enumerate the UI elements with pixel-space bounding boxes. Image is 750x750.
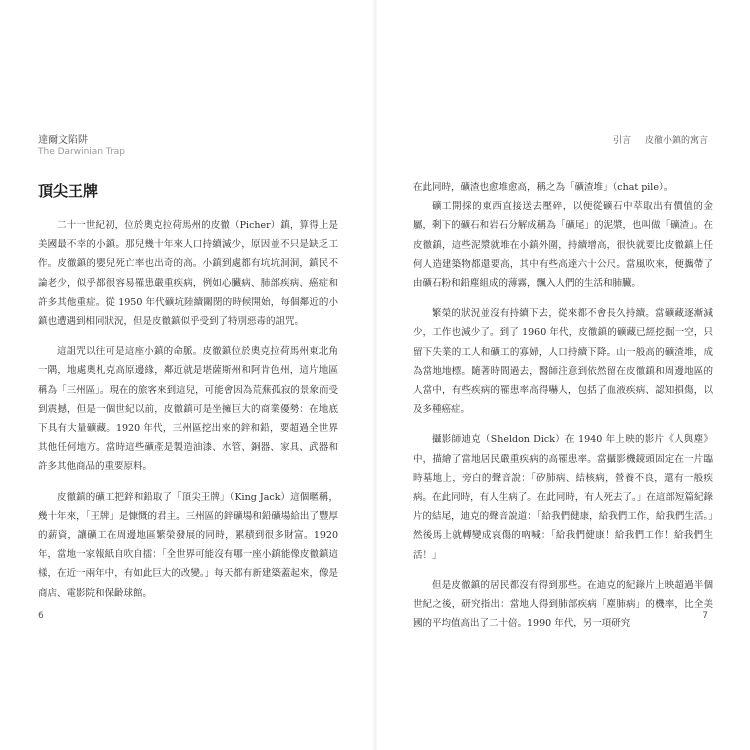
paragraph: 礦工開採的東西直接送去壓碎，以便從礦石中萃取出有價值的金屬，剩下的礦石和岩石分解成稱為「礦尾」的泥漿，也叫做「礦渣」。在皮徹鎮，這些泥漿就堆在小鎮外圍，持續增高，很快就要比皮徹鎮上任何人造建築物都還要高，其中有些高達六十公尺。當風吹來，便攜帶了由礦石粉和鉛塵組成的薄霧，飄入人們的生活和肺臟。	[413, 201, 713, 290]
running-header-chapter: 皮徹小鎮的寓言	[644, 136, 708, 146]
book-subtitle: The Darwinian Trap	[38, 147, 125, 157]
page-number: 7	[702, 611, 708, 621]
page-number: 6	[38, 611, 44, 621]
paragraph: 攝影師迪克（Sheldon Dick）在 1940 年上映的影片《人與塵》中，描繪了當地居民嚴重疾病的高罹患率。當攝影機鏡頭固定在一片臨時墓地上，旁白的聲音說：「矽肺病、結核病，營養不良，還有一般疾病。在此同時，有人生病了。在此同時，有人死去了。」在這部短篇紀錄片的結尾，迪克的聲音說道：「給我們健康，給我們工作，給我們生活。」然後馬上就轉變成哀傷的吶喊：「給我們健康！給我們工作！給我們生活！」	[413, 434, 713, 561]
running-header	[613, 135, 708, 147]
paragraph: 在此同時，礦渣也愈堆愈高，稱之為「礦渣堆」（chat pile）。	[413, 182, 674, 193]
book-title: 達爾文陷阱	[38, 135, 88, 146]
paragraph: 這詛咒以往可是這座小鎮的命脈。皮徹鎮位於奧克拉荷馬州東北角一隅，地處奧札克高原邊緣，鄰近就是堪薩斯州和阿肯色州，這片地區稱為「三州區」。現在的旅客來到這兒，可能會因為荒蕪孤寂的景象而受到震撼，但是一個世紀以前，皮徹鎮可是坐擁巨大的商業優勢：在地底下具有大量礦藏。1920 年代，三州區挖出來的鋅和鉛，要超過全世界其他任何地方。當時這些礦產是製造油漆、水管、銅器、家具、武器和許多其他商品的重要原料。	[38, 346, 338, 473]
paragraph: 但是皮徹鎮的居民都沒有得到那些。在迪克的紀錄片上映超過半個世紀之後，研究指出：當地人得到肺部疾病「塵肺病」的機率，比全美國的平均值高出了二十倍。1990 年代，另一項研究	[413, 579, 713, 630]
paragraph: 二十一世紀初，位於奧克拉荷馬州的皮徹（Picher）鎮，算得上是美國最不幸的小鎮。那兒幾十年來人口持續減少，原因並不只是缺乏工作。皮徹鎮的嬰兒死亡率也出奇的高。小鎮到處都有坑坑洞洞，鎮民不論老少，似乎都很容易罹患嚴重疾病，例如心臟病、肺部疾病、癌症和許多其他重症。從 1950 年代礦坑陸續關閉的時候開始，每個鄰近的小鎮也遭遇到相同狀況，但是皮徹鎮似乎受到了特別惡毒的詛咒。	[38, 220, 338, 328]
paragraph: 繁榮的狀況並沒有持續下去，從來都不會長久持續。當礦藏逐漸減少，工作也減少了。到了 1960 年代，皮徹鎮的礦藏已經挖掘一空，只留下失業的工人和礦工的寡婦，人口持續下降。山一般高的礦渣堆，成為當地地標。隨著時間過去，醫師注意到依然留在皮徹鎮和周邊地區的人當中，有些疾病的罹患率高得嚇人，包括了血液疾病、認知損傷，以及多種癌症。	[413, 308, 713, 416]
left-page-body	[38, 216, 338, 603]
right-page	[375, 0, 750, 750]
right-page-body	[413, 178, 713, 633]
running-header-part: 引言	[612, 136, 631, 146]
paragraph: 皮徹鎮的礦工把鋅和鉛取了「頂尖王牌」（King Jack）這個暱稱，幾十年來，「王牌」是慷慨的君主。三州區的鋅礦場和鉛礦場給出了豐厚的薪資，讓礦工在周邊地區繁榮發展的同時，累積到很多財富。1920 年，當地一家報紙自吹自擂：「全世界可能沒有哪一座小鎮能像皮徹鎮這樣，在近一兩年中，有如此巨大的改變。」每天都有新建築蓋起來，像是商店、電影院和保齡球館。	[38, 491, 338, 599]
chapter-title: 頂尖王牌	[38, 182, 99, 200]
